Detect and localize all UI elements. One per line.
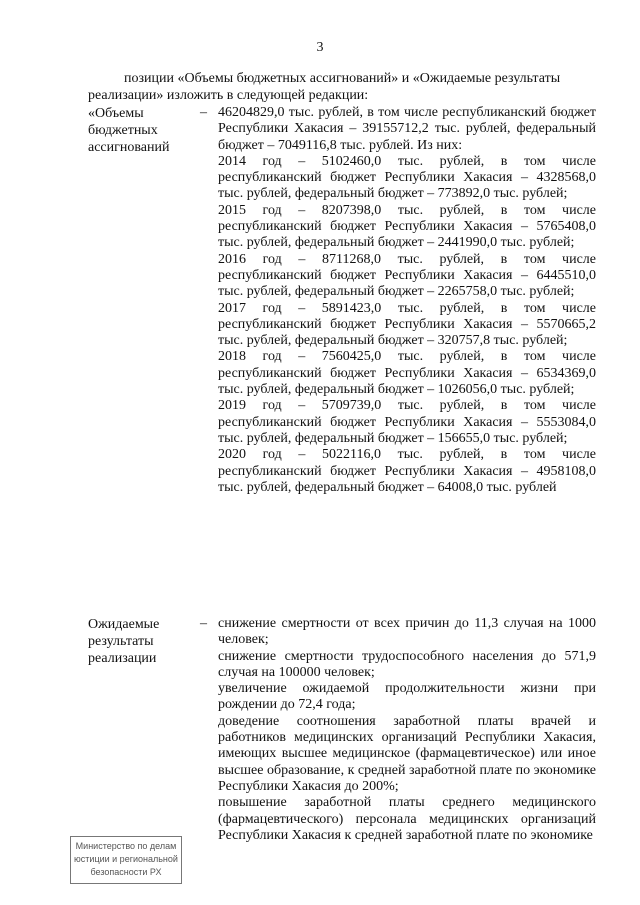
stamp-line-2: юстиции и региональной [74,854,178,864]
results-item: повышение заработной платы среднего медицинского (фармацевтического) персонала медицинских организаций Республики Хакасия к средней заработной плате по экономике [218,795,596,843]
volumes-year-2016: 2016 год – 8711268,0 тыс. рублей, в том числе республиканский бюджет Республики Хакасия – 6445510,0 тыс. рублей, федеральный бюджет – 2265758,0 тыс. рублей; [218,251,596,300]
results-item: снижение смертности трудоспособного населения до 571,9 случая на 100000 человек; [218,648,596,680]
intro-line-1: позиции «Объемы бюджетных ассигнований» и «Ожидаемые результаты [124,71,561,86]
volumes-total: 46204829,0 тыс. рублей, в том числе республиканский бюджет Республики Хакасия – 39155712,2 тыс. рублей, федеральный бюджет – 7049116,8 тыс. рублей. Из них: [218,105,596,153]
registration-stamp [70,836,182,884]
results-item: доведение соотношения заработной платы врачей и работников медицинских организаций Республики Хакасия, имеющих высшее медицинское (фармацевтическое) или иное высшее образование, к средней заработной плате по экономике Республики Хакасия до 200%; [218,713,596,794]
stamp-line-3: безопасности РХ [90,867,162,877]
intro-line-2: реализации» изложить в следующей редакции: [88,88,369,103]
volumes-year-2018: 2018 год – 7560425,0 тыс. рублей, в том числе республиканский бюджет Республики Хакасия – 6534369,0 тыс. рублей, федеральный бюджет – 1026056,0 тыс. рублей; [218,349,596,398]
volumes-year-2015: 2015 год – 8207398,0 тыс. рублей, в том числе республиканский бюджет Республики Хакасия – 5765408,0 тыс. рублей, федеральный бюджет – 2441990,0 тыс. рублей; [218,202,596,251]
results-content [218,616,596,844]
results-dash: – [200,616,207,631]
stamp-line-1: Министерство по делам [75,841,177,851]
results-label: Ожидаемые результаты реализации [88,617,160,666]
page-number: 3 [316,40,324,55]
volumes-dash: – [200,105,207,120]
volumes-year-2014: 2014 год – 5102460,0 тыс. рублей, в том числе республиканский бюджет Республики Хакасия – 4328568,0 тыс. рублей, федеральный бюджет – 773892,0 тыс. рублей; [218,153,596,202]
results-item: снижение смертности от всех причин до 11,3 случая на 1000 человек; [218,616,596,648]
volumes-label: «Объемы бюджетных ассигнований [88,106,170,155]
volumes-year-2017: 2017 год – 5891423,0 тыс. рублей, в том числе республиканский бюджет Республики Хакасия – 5570665,2 тыс. рублей, федеральный бюджет – 320757,8 тыс. рублей; [218,300,596,349]
volumes-year-2019: 2019 год – 5709739,0 тыс. рублей, в том числе республиканский бюджет Республики Хакасия – 5553084,0 тыс. рублей, федеральный бюджет – 156655,0 тыс. рублей; [218,398,596,446]
results-item: увеличение ожидаемой продолжительности жизни при рождении до 72,4 года; [218,681,596,713]
volumes-content [218,105,596,496]
intro-paragraph [88,70,596,104]
volumes-year-2020: 2020 год – 5022116,0 тыс. рублей, в том числе республиканский бюджет Республики Хакасия – 4958108,0 тыс. рублей, федеральный бюджет – 64008,0 тыс. рублей [218,447,596,495]
